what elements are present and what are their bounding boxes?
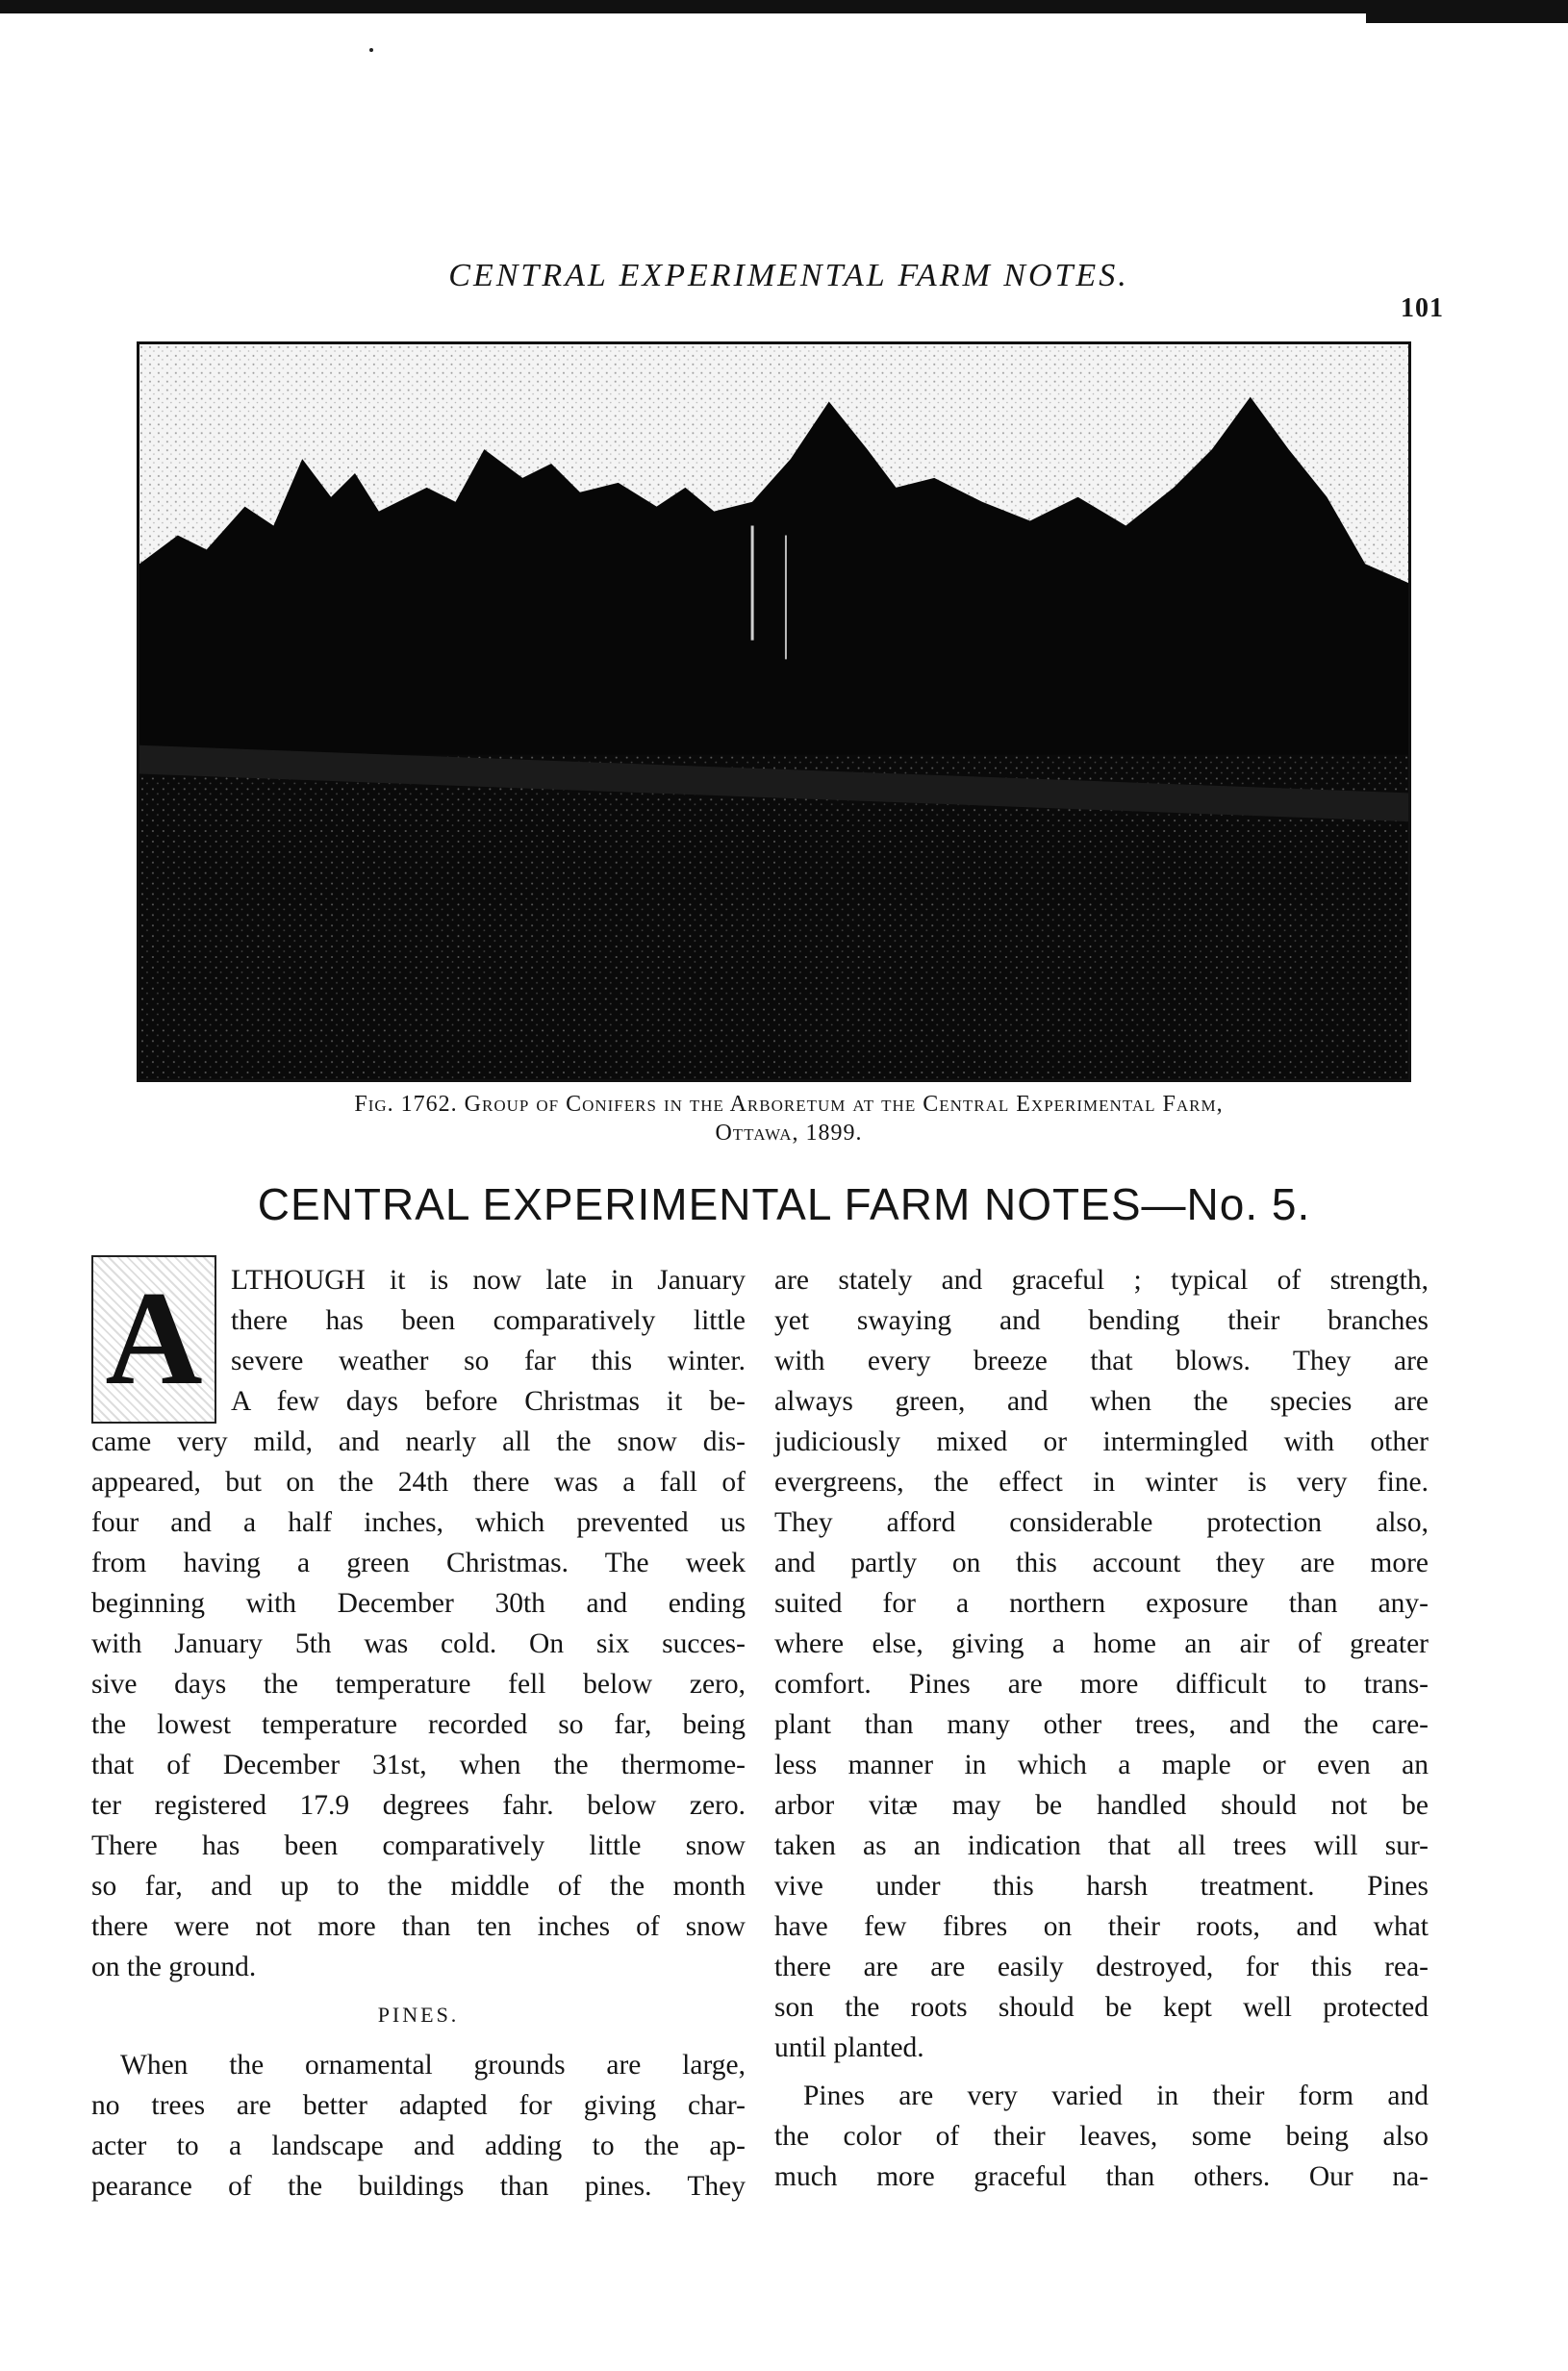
scan-edge-top [0,0,1568,13]
text-line: so far, and up to the middle of the month [91,1871,746,1902]
text-line: son the roots should be kept well protected [774,1992,1429,2023]
text-line: there are are easily destroyed, for this rea- [774,1952,1429,1982]
figure-photo-conifers [137,341,1411,1082]
text-line: comfort. Pines are more difficult to trans- [774,1669,1429,1700]
text-line: have few fibres on their roots, and what [774,1911,1429,1942]
text-line: When the ornamental grounds are large, [120,2050,746,2081]
text-line: evergreens, the effect in winter is very fine. [774,1467,1429,1498]
text-line: sive days the temperature fell below zero, [91,1669,746,1700]
running-head: CENTRAL EXPERIMENTAL FARM NOTES. [448,258,1129,293]
text-line: four and a half inches, which prevented us [91,1507,746,1538]
page-number: 101 [1401,293,1444,323]
text-line: vive under this harsh treatment. Pines [774,1871,1429,1902]
scan-edge-top-right [1366,10,1568,23]
text-line: beginning with December 30th and ending [91,1588,746,1619]
text-line: appeared, but on the 24th there was a fall of [91,1467,746,1498]
text-line: ter registered 17.9 degrees fahr. below zero. [91,1790,746,1821]
left-column [91,1260,746,2207]
text-line: the lowest temperature recorded so far, being [91,1709,746,1740]
text-line: judiciously mixed or intermingled with other [774,1426,1429,1457]
section-subhead-pines: PINES. [377,2003,460,2027]
text-line: always green, and when the species are [774,1386,1429,1417]
text-line: from having a green Christmas. The week [91,1548,746,1578]
article-title: CENTRAL EXPERIMENTAL FARM NOTES—No. 5. [257,1179,1311,1229]
text-line: with January 5th was cold. On six succes- [91,1628,746,1659]
text-line: the color of their leaves, some being also [774,2121,1429,2152]
text-line: with every breeze that blows. They are [774,1346,1429,1376]
text-line: There has been comparatively little snow [91,1830,746,1861]
text-line: They afford considerable protection also, [774,1507,1429,1538]
text-line: that of December 31st, when the thermome- [91,1750,746,1780]
text-line: severe weather so far this winter. [231,1346,746,1376]
text-line: where else, giving a home an air of greater [774,1628,1429,1659]
text-line: acter to a landscape and adding to the ap- [91,2131,746,2161]
text-line: A few days before Christmas it be- [231,1386,746,1417]
text-line: and partly on this account they are more [774,1548,1429,1578]
text-line: arbor vitæ may be handled should not be [774,1790,1429,1821]
right-column [774,1260,1429,2197]
text-line: came very mild, and nearly all the snow dis- [91,1426,746,1457]
caption-line-2: Ottawa, 1899. [715,1121,863,1146]
text-line: no trees are better adapted for giving char- [91,2090,746,2121]
text-line: taken as an indication that all trees will sur- [774,1830,1429,1861]
text-line: until planted. [774,2032,924,2063]
conifer-photo-illustration [139,344,1408,1079]
text-line: LTHOUGH it is now late in January [231,1265,746,1296]
scan-speck [369,48,373,52]
text-line: yet swaying and bending their branches [774,1305,1429,1336]
text-line: much more graceful than others. Our na- [774,2161,1429,2192]
text-line: there were not more than ten inches of snow [91,1911,746,1942]
caption-line-1: Fig. 1762. Group of Conifers in the Arboretum at the Central Experimental Farm, [354,1092,1224,1117]
text-line: pearance of the buildings than pines. They [91,2171,746,2202]
text-line: suited for a northern exposure than any- [774,1588,1429,1619]
paragraph-gap [774,2068,1429,2076]
text-line: there has been comparatively little [231,1305,746,1336]
text-line: are stately and graceful ; typical of strength, [774,1265,1429,1296]
dropcap-letter: A [105,1264,203,1413]
text-line: Pines are very varied in their form and [803,2081,1429,2111]
text-line: on the ground. [91,1952,257,1982]
text-line: plant than many other trees, and the care- [774,1709,1429,1740]
text-line: less manner in which a maple or even an [774,1750,1429,1780]
figure-caption [144,1090,1433,1148]
